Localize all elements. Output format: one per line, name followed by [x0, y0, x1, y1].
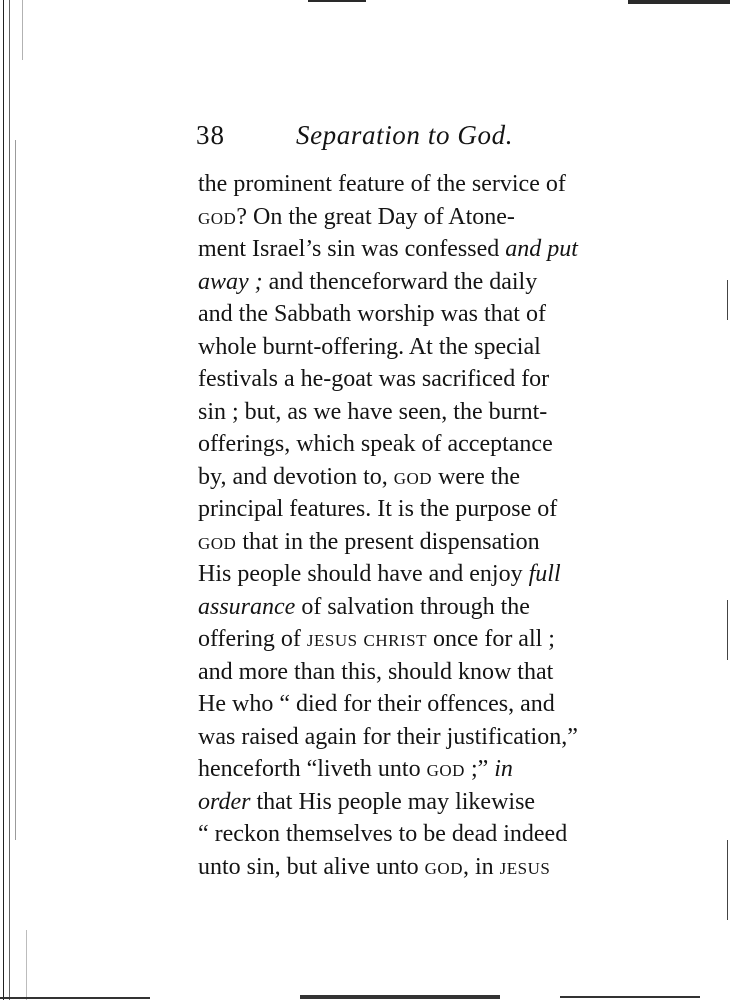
italic-text: full	[528, 561, 561, 587]
text-line	[198, 233, 638, 266]
text-run: that His people may likewise	[250, 788, 536, 815]
text-run: ment Israel’s sin was confessed	[198, 236, 506, 262]
small-caps-text: GOD	[424, 858, 463, 878]
small-caps-text: CHRIST	[363, 631, 428, 650]
text-run: He who “ died for their offences, and	[198, 691, 555, 717]
text-run: ? On the great Day of Atone-	[236, 203, 515, 230]
binding-gutter	[0, 0, 40, 1000]
small-caps-text: GOD	[393, 468, 433, 488]
running-head	[196, 120, 636, 156]
text-line	[198, 818, 638, 851]
body-text	[198, 168, 638, 883]
text-line	[198, 623, 638, 656]
text-line	[198, 753, 638, 786]
text-run: and thenceforward the daily	[262, 268, 538, 295]
text-run: principal features. It is the purpose of	[198, 496, 558, 522]
small-caps-text: JESUS	[306, 631, 358, 650]
text-run: ;”	[464, 756, 495, 782]
text-run: once for all ;	[427, 626, 555, 652]
text-run: the prominent feature of the service of	[198, 171, 566, 197]
text-run: , in	[463, 853, 500, 880]
text-line	[198, 721, 638, 754]
text-run: by, and devotion to,	[198, 463, 394, 490]
text-line	[198, 298, 638, 331]
text-run: festivals a he-goat was sacrificed for	[198, 366, 550, 392]
text-line	[198, 168, 638, 201]
right-page-edge	[726, 0, 730, 1000]
text-run: that in the present dispensation	[236, 528, 540, 555]
italic-text: in	[494, 756, 513, 782]
text-run: offering of	[198, 626, 307, 652]
italic-text: and put	[505, 236, 578, 262]
text-line	[198, 396, 638, 429]
text-run: henceforth “liveth unto	[198, 756, 427, 782]
text-line	[198, 493, 638, 526]
text-run: sin ; but, as we have seen, the burnt-	[198, 398, 548, 425]
text-line	[198, 591, 638, 624]
small-caps-text: GOD	[426, 761, 465, 780]
top-page-edge	[300, 0, 730, 4]
italic-text: order	[198, 788, 251, 815]
text-run: unto sin, but alive unto	[198, 853, 425, 880]
running-title: Separation to God.	[296, 120, 514, 150]
text-run: was raised again for their justification,”	[198, 723, 578, 750]
text-line	[198, 526, 638, 559]
italic-text: away ;	[198, 268, 263, 295]
text-line	[198, 656, 638, 689]
small-caps-text: JESUS	[499, 858, 551, 878]
text-run: “ reckon themselves to be dead indeed	[198, 821, 568, 847]
text-line	[198, 331, 638, 364]
text-run: whole burnt-offering. At the special	[198, 333, 541, 360]
italic-text: assurance	[198, 593, 296, 620]
text-line	[198, 461, 638, 494]
text-line	[198, 851, 638, 884]
text-line	[198, 363, 638, 396]
text-run: of salvation through the	[295, 593, 530, 620]
text-line	[198, 786, 638, 819]
bottom-page-edge	[0, 992, 730, 1000]
text-run: were the	[432, 463, 521, 490]
text-line	[198, 201, 638, 234]
page-number: 38	[196, 120, 225, 150]
small-caps-text: GOD	[198, 208, 237, 228]
text-line	[198, 266, 638, 299]
text-run: offerings, which speak of acceptance	[198, 431, 553, 457]
small-caps-text: GOD	[198, 533, 237, 553]
text-run: and more than this, should know that	[198, 658, 554, 685]
text-line	[198, 428, 638, 461]
text-run: His people should have and enjoy	[198, 561, 529, 587]
text-line	[198, 558, 638, 591]
text-run: and the Sabbath worship was that of	[198, 301, 546, 327]
text-line	[198, 688, 638, 721]
